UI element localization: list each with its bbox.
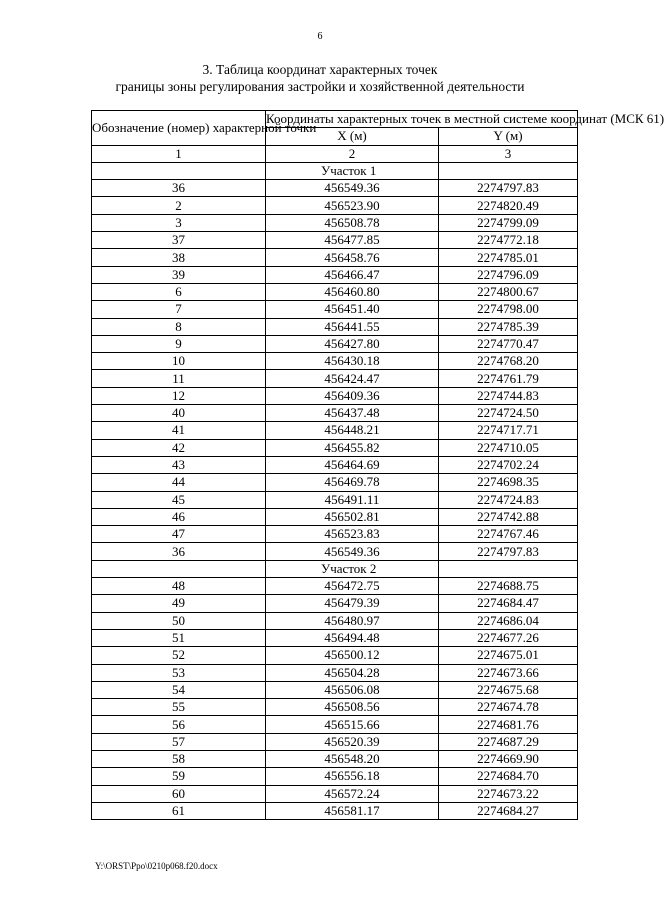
y-coordinate: 2274761.79 <box>439 370 578 387</box>
point-number: 53 <box>92 664 266 681</box>
y-coordinate: 2274797.83 <box>439 543 578 560</box>
point-number: 42 <box>92 439 266 456</box>
x-coordinate: 456441.55 <box>266 318 439 335</box>
y-coordinate: 2274674.78 <box>439 699 578 716</box>
y-coordinate: 2274673.22 <box>439 785 578 802</box>
y-coordinate: 2274675.01 <box>439 647 578 664</box>
point-number: 46 <box>92 508 266 525</box>
table-row <box>92 370 578 387</box>
point-number: 56 <box>92 716 266 733</box>
x-coordinate: 456508.78 <box>266 214 439 231</box>
x-coordinate: 456506.08 <box>266 681 439 698</box>
x-coordinate: 456494.48 <box>266 629 439 646</box>
y-coordinate: 2274684.47 <box>439 595 578 612</box>
y-coordinate: 2274785.01 <box>439 249 578 266</box>
y-coordinate: 2274744.83 <box>439 387 578 404</box>
table-row <box>92 543 578 560</box>
table-row <box>92 197 578 214</box>
x-coordinate: 456491.11 <box>266 491 439 508</box>
header-row-top <box>92 111 578 128</box>
point-number: 3 <box>92 214 266 231</box>
point-number: 52 <box>92 647 266 664</box>
x-coordinate: 456523.83 <box>266 526 439 543</box>
column-number-row <box>92 145 578 162</box>
table-row <box>92 768 578 785</box>
point-number: 7 <box>92 301 266 318</box>
y-coordinate: 2274820.49 <box>439 197 578 214</box>
point-number: 11 <box>92 370 266 387</box>
point-number: 50 <box>92 612 266 629</box>
table-row <box>92 750 578 767</box>
table-row <box>92 578 578 595</box>
table-row <box>92 422 578 439</box>
point-number: 36 <box>92 180 266 197</box>
x-coordinate: 456451.40 <box>266 301 439 318</box>
x-coordinate: 456480.97 <box>266 612 439 629</box>
x-coordinate: 456548.20 <box>266 750 439 767</box>
table-row <box>92 491 578 508</box>
table-row <box>92 405 578 422</box>
x-coordinate: 456500.12 <box>266 647 439 664</box>
table-row <box>92 802 578 819</box>
point-number: 2 <box>92 197 266 214</box>
point-number: 36 <box>92 543 266 560</box>
point-number: 54 <box>92 681 266 698</box>
y-coordinate: 2274673.66 <box>439 664 578 681</box>
point-number: 40 <box>92 405 266 422</box>
table-row <box>92 439 578 456</box>
point-number: 59 <box>92 768 266 785</box>
table-row <box>92 526 578 543</box>
page-number: 6 <box>317 31 323 42</box>
y-coordinate: 2274687.29 <box>439 733 578 750</box>
table-title-line-1: 3. Таблица координат характерных точек <box>202 62 438 77</box>
table-row <box>92 699 578 716</box>
table-row <box>92 664 578 681</box>
table-row <box>92 232 578 249</box>
point-number: 12 <box>92 387 266 404</box>
table-row <box>92 318 578 335</box>
x-coordinate: 456458.76 <box>266 249 439 266</box>
point-number: 44 <box>92 474 266 491</box>
point-number: 43 <box>92 456 266 473</box>
x-coordinate: 456437.48 <box>266 405 439 422</box>
table-row <box>92 629 578 646</box>
y-coordinate: 2274669.90 <box>439 750 578 767</box>
y-coordinate: 2274688.75 <box>439 578 578 595</box>
point-number: 45 <box>92 491 266 508</box>
point-number: 60 <box>92 785 266 802</box>
table-row <box>92 266 578 283</box>
table-row <box>92 301 578 318</box>
section-row <box>92 560 578 577</box>
x-coordinate: 456549.36 <box>266 180 439 197</box>
y-coordinate: 2274742.88 <box>439 508 578 525</box>
x-coordinate: 456427.80 <box>266 335 439 352</box>
section-empty-cell <box>439 560 578 577</box>
column-number-2: 2 <box>266 145 439 162</box>
y-coordinate: 2274717.71 <box>439 422 578 439</box>
point-number: 48 <box>92 578 266 595</box>
column-number-3: 3 <box>439 145 578 162</box>
section-name: Участок 2 <box>266 560 439 577</box>
y-coordinate: 2274702.24 <box>439 456 578 473</box>
y-coordinate: 2274684.70 <box>439 768 578 785</box>
x-coordinate: 456556.18 <box>266 768 439 785</box>
header-y: Y (м) <box>439 128 578 145</box>
point-number: 41 <box>92 422 266 439</box>
y-coordinate: 2274770.47 <box>439 335 578 352</box>
header-coordinates: Координаты характерных точек в местной системе координат (МСК 61) <box>266 111 664 127</box>
table-row <box>92 647 578 664</box>
point-number: 10 <box>92 353 266 370</box>
section-empty-cell <box>92 162 266 179</box>
point-number: 51 <box>92 629 266 646</box>
x-coordinate: 456523.90 <box>266 197 439 214</box>
header-point-designation: Обозначение (номер) характерной точки <box>92 111 266 146</box>
table-row <box>92 716 578 733</box>
x-coordinate: 456581.17 <box>266 802 439 819</box>
table-row <box>92 474 578 491</box>
x-coordinate: 456515.66 <box>266 716 439 733</box>
x-coordinate: 456464.69 <box>266 456 439 473</box>
y-coordinate: 2274677.26 <box>439 629 578 646</box>
table-row <box>92 785 578 802</box>
x-coordinate: 456424.47 <box>266 370 439 387</box>
point-number: 47 <box>92 526 266 543</box>
x-coordinate: 456549.36 <box>266 543 439 560</box>
x-coordinate: 456479.39 <box>266 595 439 612</box>
point-number: 6 <box>92 283 266 300</box>
table-row <box>92 612 578 629</box>
x-coordinate: 456409.36 <box>266 387 439 404</box>
x-coordinate: 456469.78 <box>266 474 439 491</box>
point-number: 55 <box>92 699 266 716</box>
section-empty-cell <box>92 560 266 577</box>
y-coordinate: 2274797.83 <box>439 180 578 197</box>
y-coordinate: 2274724.83 <box>439 491 578 508</box>
table-row <box>92 387 578 404</box>
point-number: 37 <box>92 232 266 249</box>
section-empty-cell <box>439 162 578 179</box>
table-row <box>92 335 578 352</box>
table-row <box>92 595 578 612</box>
x-coordinate: 456448.21 <box>266 422 439 439</box>
point-number: 58 <box>92 750 266 767</box>
y-coordinate: 2274799.09 <box>439 214 578 231</box>
point-number: 49 <box>92 595 266 612</box>
point-number: 61 <box>92 802 266 819</box>
section-row <box>92 162 578 179</box>
x-coordinate: 456502.81 <box>266 508 439 525</box>
x-coordinate: 456466.47 <box>266 266 439 283</box>
column-number-1: 1 <box>92 145 266 162</box>
y-coordinate: 2274724.50 <box>439 405 578 422</box>
x-coordinate: 456455.82 <box>266 439 439 456</box>
y-coordinate: 2274768.20 <box>439 353 578 370</box>
y-coordinate: 2274767.46 <box>439 526 578 543</box>
point-number: 9 <box>92 335 266 352</box>
table-row <box>92 180 578 197</box>
y-coordinate: 2274800.67 <box>439 283 578 300</box>
point-number: 8 <box>92 318 266 335</box>
x-coordinate: 456460.80 <box>266 283 439 300</box>
table-row <box>92 283 578 300</box>
y-coordinate: 2274798.00 <box>439 301 578 318</box>
y-coordinate: 2274686.04 <box>439 612 578 629</box>
table-row <box>92 508 578 525</box>
y-coordinate: 2274698.35 <box>439 474 578 491</box>
table-row <box>92 456 578 473</box>
y-coordinate: 2274772.18 <box>439 232 578 249</box>
table-row <box>92 214 578 231</box>
x-coordinate: 456508.56 <box>266 699 439 716</box>
table-row <box>92 681 578 698</box>
coordinates-table <box>91 110 664 820</box>
table-title <box>0 61 640 95</box>
x-coordinate: 456477.85 <box>266 232 439 249</box>
x-coordinate: 456472.75 <box>266 578 439 595</box>
table-row <box>92 353 578 370</box>
x-coordinate: 456572.24 <box>266 785 439 802</box>
y-coordinate: 2274785.39 <box>439 318 578 335</box>
y-coordinate: 2274675.68 <box>439 681 578 698</box>
coordinates-table-body <box>92 111 664 820</box>
point-number: 57 <box>92 733 266 750</box>
y-coordinate: 2274681.76 <box>439 716 578 733</box>
point-number: 38 <box>92 249 266 266</box>
x-coordinate: 456430.18 <box>266 353 439 370</box>
table-row <box>92 249 578 266</box>
file-path-footer: Y:\ORST\Ppo\0210p068.f20.docx <box>95 861 218 871</box>
point-number: 39 <box>92 266 266 283</box>
y-coordinate: 2274684.27 <box>439 802 578 819</box>
header-x: X (м) <box>266 128 439 145</box>
table-row <box>92 733 578 750</box>
table-title-line-2: границы зоны регулирования застройки и хозяйственной деятельности <box>115 79 525 94</box>
y-coordinate: 2274796.09 <box>439 266 578 283</box>
y-coordinate: 2274710.05 <box>439 439 578 456</box>
x-coordinate: 456504.28 <box>266 664 439 681</box>
x-coordinate: 456520.39 <box>266 733 439 750</box>
section-name: Участок 1 <box>266 162 439 179</box>
